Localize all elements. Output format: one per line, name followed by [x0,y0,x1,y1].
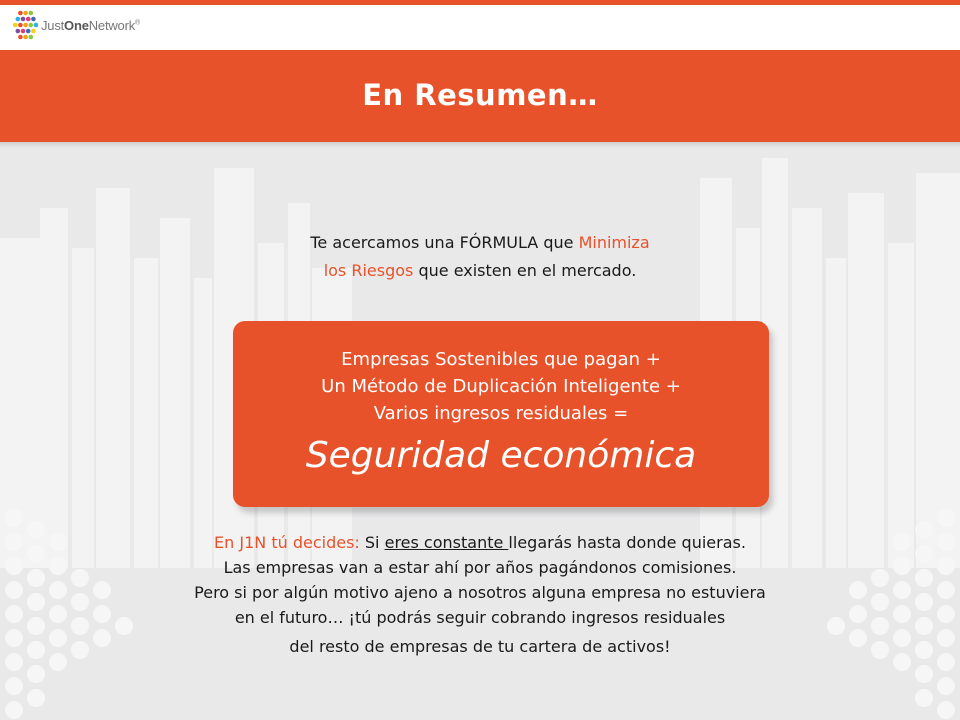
logo-dot [26,29,31,34]
logo-dot [34,23,38,28]
logo-dot [16,17,21,22]
closing-line-1: En J1N tú decides: Si eres constante llegarás hasta donde quieras. [214,533,746,552]
logo-dot [13,23,18,28]
closing-line-4: en el futuro… ¡tú podrás seguir cobrando ingresos residuales [234,608,726,627]
formula-line-3: Varios ingresos residuales = [373,403,629,424]
logo-dot [23,35,28,40]
closing-text [0,530,960,659]
logo-dot [31,17,36,22]
page-title: En Resumen… [362,78,598,112]
logo-dot [23,23,28,28]
hexagon-logo-icon [8,8,38,42]
logo-dot [29,11,34,16]
logo-dot [29,35,34,40]
logo-wordmark: JustOneNetwork® [41,17,140,33]
closing-line-5: del resto de empresas de tu cartera de activos! [289,637,671,656]
logo-bar [0,5,960,50]
logo-dot [29,23,34,28]
intro-line-1: Te acercamos una FÓRMULA que Minimiza [310,233,650,252]
logo-dot [16,29,21,34]
logo-dot [21,29,26,34]
logo-dot [21,17,26,22]
formula-line-2: Un Método de Duplicación Inteligente + [321,376,681,397]
intro-line-2: los Riesgos que existen en el mercado. [323,261,637,280]
formula-result: Seguridad económica [305,435,697,476]
formula-card [233,321,769,507]
logo-dot [18,35,23,40]
logo-dot [31,29,36,34]
closing-line-3: Pero si por algún motivo ajeno a nosotros alguna empresa no estuviera [194,583,766,602]
formula-line-1: Empresas Sostenibles que pagan + [341,349,661,370]
logo-dot [18,11,23,16]
closing-line-2: Las empresas van a estar ahí por años pagándonos comisiones. [223,558,737,577]
logo-dot [18,23,23,28]
logo-dot [23,11,28,16]
formula-lines [233,346,769,427]
logo-dot [26,17,31,22]
brand-logo [8,8,140,42]
intro-text [0,229,960,285]
